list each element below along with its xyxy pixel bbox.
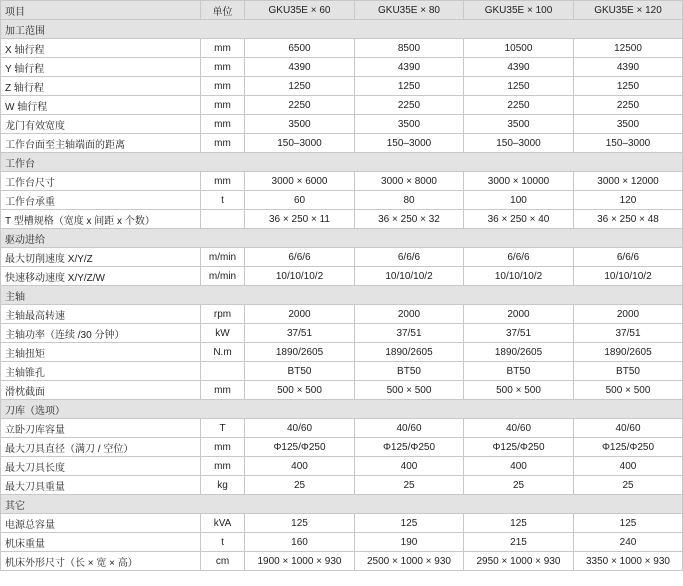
spec-value: 2250 — [574, 96, 683, 115]
table-row — [1, 343, 683, 362]
spec-value: 40/60 — [355, 419, 464, 438]
spec-value: 1890/2605 — [574, 343, 683, 362]
table-row — [1, 381, 683, 400]
spec-name: 工作台承重 — [1, 191, 201, 210]
spec-value: 1250 — [574, 77, 683, 96]
spec-value: 3000 × 8000 — [355, 172, 464, 191]
spec-name: 最大刀具直径（满刀 / 空位） — [1, 438, 201, 457]
section-row — [1, 229, 683, 248]
spec-value: 12500 — [574, 39, 683, 58]
spec-value: 2000 — [245, 305, 355, 324]
spec-value: 10/10/10/2 — [355, 267, 464, 286]
spec-unit: kg — [201, 476, 245, 495]
spec-value: 125 — [355, 514, 464, 533]
spec-value: 1890/2605 — [464, 343, 574, 362]
spec-value: 2250 — [245, 96, 355, 115]
spec-value: 25 — [245, 476, 355, 495]
spec-value: 190 — [355, 533, 464, 552]
table-row — [1, 58, 683, 77]
spec-unit: t — [201, 533, 245, 552]
spec-name: 主轴最高转速 — [1, 305, 201, 324]
spec-unit: m/min — [201, 267, 245, 286]
spec-value: 125 — [245, 514, 355, 533]
spec-unit: mm — [201, 96, 245, 115]
header-unit: 单位 — [201, 1, 245, 20]
section-title: 主轴 — [1, 286, 683, 305]
spec-value: 40/60 — [464, 419, 574, 438]
spec-value: 6/6/6 — [574, 248, 683, 267]
section-row — [1, 20, 683, 39]
spec-value: 4390 — [464, 58, 574, 77]
spec-value: Φ125/Φ250 — [574, 438, 683, 457]
spec-unit: cm — [201, 552, 245, 571]
table-row — [1, 39, 683, 58]
spec-value: 3500 — [574, 115, 683, 134]
spec-value: 125 — [574, 514, 683, 533]
section-title: 刀库（选项） — [1, 400, 683, 419]
spec-value: 150–3000 — [464, 134, 574, 153]
spec-name: 滑枕截面 — [1, 381, 201, 400]
spec-unit: rpm — [201, 305, 245, 324]
spec-value: 400 — [464, 457, 574, 476]
spec-unit: mm — [201, 381, 245, 400]
table-row — [1, 77, 683, 96]
section-title: 驱动进给 — [1, 229, 683, 248]
spec-name: 龙门有效宽度 — [1, 115, 201, 134]
spec-value: 1250 — [355, 77, 464, 96]
spec-unit: N.m — [201, 343, 245, 362]
spec-name: X 轴行程 — [1, 39, 201, 58]
spec-value: 4390 — [355, 58, 464, 77]
spec-unit — [201, 362, 245, 381]
spec-unit: mm — [201, 134, 245, 153]
spec-name: W 轴行程 — [1, 96, 201, 115]
spec-value: 125 — [464, 514, 574, 533]
table-row — [1, 191, 683, 210]
header-model: GKU35E × 60 — [245, 1, 355, 20]
spec-name: 最大刀具重量 — [1, 476, 201, 495]
header-model: GKU35E × 120 — [574, 1, 683, 20]
spec-name: Y 轴行程 — [1, 58, 201, 77]
spec-value: 400 — [245, 457, 355, 476]
table-row — [1, 533, 683, 552]
spec-value: 3000 × 12000 — [574, 172, 683, 191]
spec-value: 1900 × 1000 × 930 — [245, 552, 355, 571]
spec-value: 37/51 — [355, 324, 464, 343]
spec-value: 3350 × 1000 × 930 — [574, 552, 683, 571]
spec-value: 2000 — [574, 305, 683, 324]
spec-name: 工作台面至主轴端面的距离 — [1, 134, 201, 153]
spec-value: 500 × 500 — [464, 381, 574, 400]
table-row — [1, 134, 683, 153]
spec-unit: mm — [201, 77, 245, 96]
spec-value: 2250 — [355, 96, 464, 115]
spec-name: T 型槽规格（宽度 x 间距 x 个数） — [1, 210, 201, 229]
spec-value: 2250 — [464, 96, 574, 115]
spec-value: 37/51 — [464, 324, 574, 343]
section-row — [1, 400, 683, 419]
spec-unit: mm — [201, 457, 245, 476]
spec-value: 150–3000 — [355, 134, 464, 153]
spec-name: 最大刀具长度 — [1, 457, 201, 476]
spec-value: 100 — [464, 191, 574, 210]
spec-name: Z 轴行程 — [1, 77, 201, 96]
table-row — [1, 514, 683, 533]
spec-unit: mm — [201, 438, 245, 457]
table-row — [1, 267, 683, 286]
spec-value: 60 — [245, 191, 355, 210]
spec-value: BT50 — [245, 362, 355, 381]
spec-value: 4390 — [245, 58, 355, 77]
spec-unit: mm — [201, 58, 245, 77]
table-row — [1, 457, 683, 476]
spec-value: 8500 — [355, 39, 464, 58]
spec-value: 215 — [464, 533, 574, 552]
spec-value: 1890/2605 — [355, 343, 464, 362]
spec-value: 3500 — [245, 115, 355, 134]
spec-value: Φ125/Φ250 — [464, 438, 574, 457]
spec-value: 120 — [574, 191, 683, 210]
spec-value: 3500 — [355, 115, 464, 134]
spec-value: 6/6/6 — [464, 248, 574, 267]
spec-value: 240 — [574, 533, 683, 552]
spec-value: 400 — [355, 457, 464, 476]
table-row — [1, 476, 683, 495]
section-title: 加工范围 — [1, 20, 683, 39]
spec-name: 主轴功率（连续 /30 分钟） — [1, 324, 201, 343]
spec-value: 150–3000 — [245, 134, 355, 153]
spec-value: 10/10/10/2 — [464, 267, 574, 286]
spec-name: 最大切削速度 X/Y/Z — [1, 248, 201, 267]
spec-value: 2000 — [464, 305, 574, 324]
table-row — [1, 172, 683, 191]
section-row — [1, 153, 683, 172]
section-row — [1, 495, 683, 514]
spec-name: 机床外形尺寸（长 × 宽 × 高） — [1, 552, 201, 571]
spec-value: 10500 — [464, 39, 574, 58]
table-row — [1, 419, 683, 438]
table-row — [1, 438, 683, 457]
spec-value: 25 — [574, 476, 683, 495]
spec-value: 25 — [355, 476, 464, 495]
section-title: 其它 — [1, 495, 683, 514]
spec-value: 36 × 250 × 11 — [245, 210, 355, 229]
section-row — [1, 286, 683, 305]
table-row — [1, 362, 683, 381]
spec-value: 40/60 — [245, 419, 355, 438]
spec-value: 36 × 250 × 40 — [464, 210, 574, 229]
table-row — [1, 324, 683, 343]
spec-value: 10/10/10/2 — [245, 267, 355, 286]
spec-name: 快速移动速度 X/Y/Z/W — [1, 267, 201, 286]
spec-value: 2950 × 1000 × 930 — [464, 552, 574, 571]
spec-value: 3000 × 10000 — [464, 172, 574, 191]
spec-value: 160 — [245, 533, 355, 552]
spec-value: 37/51 — [574, 324, 683, 343]
spec-unit: kVA — [201, 514, 245, 533]
section-title: 工作台 — [1, 153, 683, 172]
table-row — [1, 210, 683, 229]
spec-unit: mm — [201, 39, 245, 58]
spec-value: 80 — [355, 191, 464, 210]
table-row — [1, 305, 683, 324]
spec-value: 500 × 500 — [355, 381, 464, 400]
spec-value: 37/51 — [245, 324, 355, 343]
spec-unit: m/min — [201, 248, 245, 267]
spec-unit: T — [201, 419, 245, 438]
table-row — [1, 115, 683, 134]
table-row — [1, 552, 683, 571]
spec-value: 150–3000 — [574, 134, 683, 153]
spec-value: BT50 — [355, 362, 464, 381]
header-model: GKU35E × 80 — [355, 1, 464, 20]
spec-value: Φ125/Φ250 — [245, 438, 355, 457]
spec-value: 40/60 — [574, 419, 683, 438]
spec-body — [1, 20, 683, 571]
spec-value: 400 — [574, 457, 683, 476]
spec-value: 2500 × 1000 × 930 — [355, 552, 464, 571]
spec-unit: mm — [201, 115, 245, 134]
spec-name: 电源总容量 — [1, 514, 201, 533]
spec-value: BT50 — [464, 362, 574, 381]
spec-value: 3000 × 6000 — [245, 172, 355, 191]
spec-value: 10/10/10/2 — [574, 267, 683, 286]
spec-unit — [201, 210, 245, 229]
table-row — [1, 248, 683, 267]
spec-value: 500 × 500 — [574, 381, 683, 400]
spec-value: 1250 — [464, 77, 574, 96]
spec-value: 36 × 250 × 48 — [574, 210, 683, 229]
spec-value: 500 × 500 — [245, 381, 355, 400]
spec-value: 2000 — [355, 305, 464, 324]
spec-name: 机床重量 — [1, 533, 201, 552]
spec-value: 6500 — [245, 39, 355, 58]
table-row — [1, 96, 683, 115]
spec-unit: mm — [201, 172, 245, 191]
spec-name: 主轴锥孔 — [1, 362, 201, 381]
header-row — [1, 1, 683, 20]
spec-unit: kW — [201, 324, 245, 343]
spec-value: 1890/2605 — [245, 343, 355, 362]
spec-value: 6/6/6 — [355, 248, 464, 267]
spec-value: 25 — [464, 476, 574, 495]
spec-name: 工作台尺寸 — [1, 172, 201, 191]
spec-value: 3500 — [464, 115, 574, 134]
header-model: GKU35E × 100 — [464, 1, 574, 20]
spec-name: 主轴扭矩 — [1, 343, 201, 362]
spec-value: 1250 — [245, 77, 355, 96]
spec-value: 6/6/6 — [245, 248, 355, 267]
spec-value: 36 × 250 × 32 — [355, 210, 464, 229]
spec-value: Φ125/Φ250 — [355, 438, 464, 457]
spec-unit: t — [201, 191, 245, 210]
spec-name: 立卧刀库容量 — [1, 419, 201, 438]
spec-value: BT50 — [574, 362, 683, 381]
spec-value: 4390 — [574, 58, 683, 77]
header-item: 项目 — [1, 1, 201, 20]
